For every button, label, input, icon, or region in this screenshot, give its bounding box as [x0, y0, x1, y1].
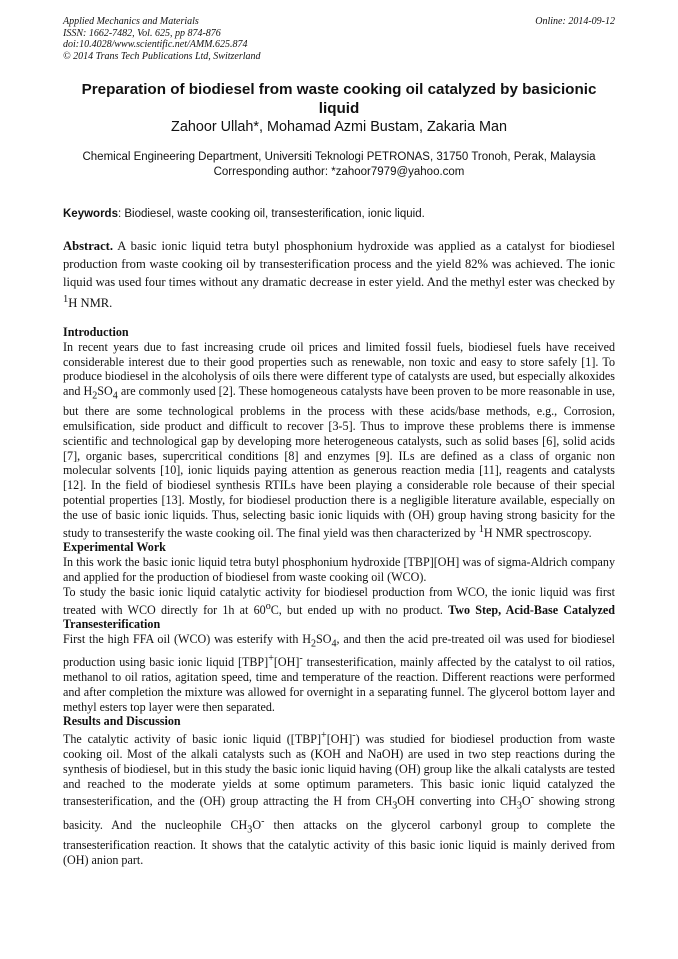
abstract-text-end: H NMR. [68, 296, 113, 311]
superscript: - [352, 730, 356, 742]
superscript: - [530, 792, 534, 804]
text: SO [97, 384, 113, 399]
exp-paragraph-1: In this work the basic ionic liquid tetra butyl phosphonium hydroxide [TBP][OH] was of sigma-Aldrich company and applied for the production of biodiesel from waste cooking oil (WCO). [63, 555, 615, 584]
text: The catalytic activity of basic ionic liquid ([TBP] [63, 732, 322, 747]
subscript: 4 [331, 638, 337, 650]
online-date: Online: 2014-09-12 [535, 16, 615, 27]
text: In recent years due to fast increasing crude oil prices and limited fossil fuels, biodiesel fuels have received considerable interest due to their good properties such as renewable, non toxic and easy to store safely [1]. To produce biodiesel in the alcoholysis of oils there were different type of catalysts are used, but especially alkoxides and H [63, 339, 615, 399]
affiliation-line: Chemical Engineering Department, Universiti Teknologi PETRONAS, 31750 Tronoh, Perak, Malaysia [82, 151, 596, 163]
section-heading-introduction: Introduction [63, 325, 129, 339]
subsection-heading: Two Step, Acid-Base Catalyzed Transesterification [63, 602, 615, 632]
intro-paragraph [63, 340, 615, 541]
text: H NMR spectroscopy. [483, 525, 592, 540]
subscript: 3 [392, 800, 398, 812]
corresponding-author: Corresponding author: *zahoor7979@yahoo.com [213, 165, 465, 178]
text: OH converting into CH [397, 794, 517, 809]
subscript: 2 [92, 390, 98, 402]
journal-name: Applied Mechanics and Materials [63, 16, 199, 27]
section-heading-experimental: Experimental Work [63, 540, 166, 555]
subscript: 4 [112, 390, 118, 402]
copyright: © 2014 Trans Tech Publications Ltd, Switzerland [63, 50, 261, 62]
paper-title: Preparation of biodiesel from waste cooking oil catalyzed by basicionic liquid [81, 81, 597, 117]
section-heading-results: Results and Discussion [63, 714, 181, 729]
superscript: 1 [63, 294, 69, 306]
superscript: 1 [478, 523, 484, 535]
keywords-text: : Biodiesel, waste cooking oil, transesterification, ionic liquid. [117, 208, 425, 220]
text: O [252, 817, 262, 832]
text: [OH] [273, 655, 300, 670]
text: are commonly used [2]. These homogeneous catalysts have been proven to be more reasonable in use, but there are some technological problems in the process with these acids/base methods, e.g., Corrosion, emulsification, side product and difficult to recover [3-5]. Thus to improve these problems there is immense scientific and technological gap by developing more heterogeneous catalysts, such as solid bases [6], solid acids [7], organic bases, supercritical conditions [8] and enzymes [9]. ILs are defined as a class of organic non molecular solvents [10], ionic liquids paying attention as generous reaction media [11], reagents and catalysts [12]. In the field of biodiesel synthesis RTILs have been playing a considerable role because of their special potential properties [13]. Mostly, for biodiesel production there is a negligible literature available, especially on the use of basic ionic liquids. Thus, selecting basic ionic liquids with (OH) group having strong basicity for the study to transesterify the waste cooking oil. The final yield was then characterized by [63, 384, 616, 540]
superscript: o [265, 600, 271, 612]
text: , and then the acid pre-treated oil was used for biodiesel production using basic ionic liquid [TBP] [63, 632, 615, 670]
text: transesterification, mainly affected by the catalyst to oil ratios, methanol to oil ratios, agitation speed, time and temperature of the reaction. Different reactions were performed and after completion the mixture was allowed for overnight in a separating funnel. The glycerol bottom layer and methyl esters top layer were then separated. [63, 655, 615, 714]
subscript: 3 [247, 824, 253, 836]
text: showing strong basicity. And the nucleophile CH [63, 794, 615, 832]
authors: Zahoor Ullah*, Mohamad Azmi Bustam, Zakaria Man [171, 119, 507, 135]
subscript: 2 [310, 638, 316, 650]
superscript: - [261, 815, 265, 827]
text: To study the basic ionic liquid catalytic activity for biodiesel production from WCO, the ionic liquid was first treated with WCO directly for 1h at 60 [63, 584, 615, 617]
abstract [63, 238, 615, 313]
superscript: + [268, 653, 274, 665]
superscript: + [321, 730, 327, 742]
text: ) was studied for biodiesel production from waste cooking oil. Most of the alkali catalysts such as (KOH and NaOH) are used in two step reactions during the synthesis of biodiesel, but in this study the basic ionic liquid having (OH) group like the alkali catalysts are tested and reached to the moderate yields at some optimum parameters. This basic ionic liquid catalyzed the transesterification, and the (OH) group attracting the H from CH [63, 732, 615, 809]
keywords [63, 207, 615, 221]
doi: doi:10.4028/www.scientific.net/AMM.625.874 [63, 39, 248, 51]
affiliation [78, 150, 600, 179]
body-text [63, 325, 615, 867]
text: then attacks on the glycerol carbonyl group to complete the transesterification reaction. It shows that the catalytic activity of this basic ionic liquid is mainly derived from (OH) anion part. [63, 817, 616, 867]
exp-paragraph-3 [63, 632, 615, 714]
keywords-label: Keywords [63, 208, 118, 220]
text: [OH] [326, 732, 353, 747]
text: O [521, 794, 531, 809]
superscript: - [299, 653, 303, 665]
results-paragraph [63, 729, 615, 867]
issn: ISSN: 1662-7482, Vol. 625, pp 874-876 [63, 27, 221, 39]
abstract-text: A basic ionic liquid tetra butyl phosphonium hydroxide was applied as a catalyst for biodiesel production from waste cooking oil by transesterification process and the yield 82% was achieved. The ionic liquid was used four times without any dramatic decrease in ester yield. And the methyl ester was checked by [63, 239, 615, 289]
exp-paragraph-2 [63, 585, 615, 632]
journal-header [63, 16, 615, 62]
text: First the high FFA oil (WCO) was esterify with H [63, 632, 311, 647]
text: SO [316, 632, 332, 647]
subscript: 3 [516, 800, 522, 812]
text: C, but ended up with no product. [270, 602, 449, 617]
abstract-label: Abstract. [63, 239, 114, 253]
